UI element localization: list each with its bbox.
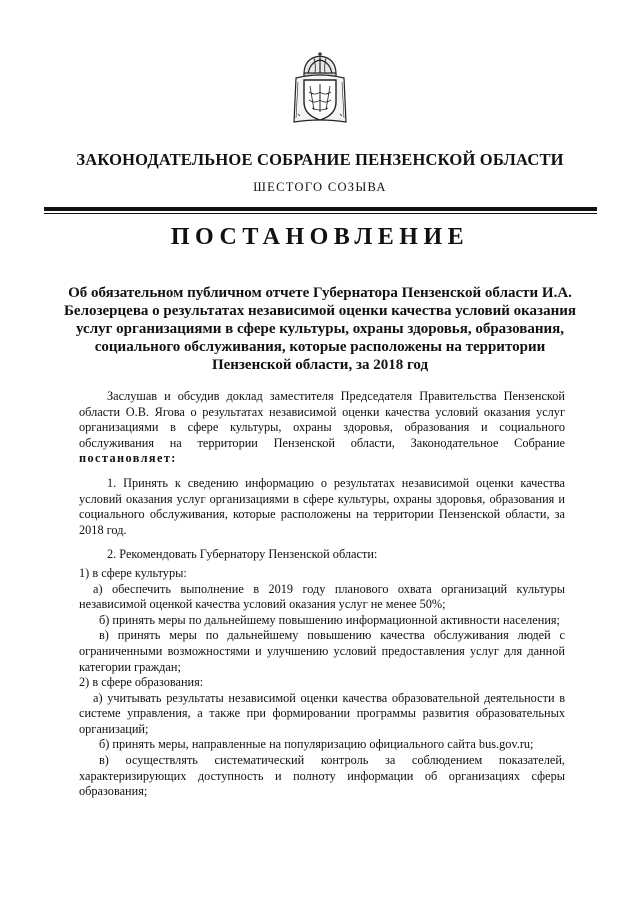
culture-item-a: а) обеспечить выполнение в 2019 году планового охвата организаций культуры независимой оценкой качества условий оказания услуг не менее 50%; <box>79 581 565 612</box>
document-body <box>79 389 565 800</box>
convocation: ШЕСТОГО СОЗЫВА <box>253 180 387 194</box>
culture-item-b: б) принять меры по дальнейшему повышению информационной активности населения; <box>99 612 560 627</box>
paragraph-2: 2. Рекомендовать Губернатору Пензенской области: <box>107 547 378 562</box>
organization-name: ЗАКОНОДАТЕЛЬНОЕ СОБРАНИЕ ПЕНЗЕНСКОЙ ОБЛАСТИ <box>76 150 564 169</box>
education-item-c: в) осуществлять систематический контроль за соблюдением показателей, характеризирующих доступность и полноту информации об организациях сферы образования; <box>79 753 565 799</box>
paragraph-1: 1. Принять к сведению информацию о результатах независимой оценки качества условий оказания услуг организациями в сфере культуры, охраны здоровья, образования и социального обслуживания, которые расположены на территории Пензенской области, за 2018 год. <box>79 475 565 537</box>
education-item-b: б) принять меры, направленные на популяризацию официального сайта bus.gov.ru; <box>99 737 534 752</box>
document-title: Об обязательном публичном отчете Губернатора Пензенской области И.А. Белозерцева о результатах независимой оценки качества условий оказания услуг организациями в сфере культуры, охраны здоровья, образования, социального обслуживания, которые расположены на территории Пензенской области, за 2018 год <box>64 285 576 373</box>
subsection-education: 2) в сфере образования: <box>79 675 204 690</box>
culture-item-c: в) принять меры по дальнейшему повышению качества обслуживания людей с ограниченными возможностями и улучшению условий предоставления услуг для данной категории граждан; <box>79 628 565 674</box>
preamble <box>79 389 565 467</box>
preamble-text: Заслушав и обсудив доклад заместителя Председателя Правительства Пензенской области О.В. Ягова о результатах независимой оценки качества условий оказания услуг организациями в сфере культуры, охраны здоровья, образования и социального обслуживания на территории Пензенской области, Законодательное Собрание <box>79 389 565 450</box>
header-divider-thin <box>44 213 597 214</box>
decides-word: постановляет: <box>79 451 177 466</box>
header-divider-thick <box>44 207 597 211</box>
document-type: ПОСТАНОВЛЕНИЕ <box>170 224 470 250</box>
education-item-a: а) учитывать результаты независимой оценки качества образовательной деятельности в системе управления, а также при формировании программы развития образовательных организаций; <box>79 690 565 736</box>
subsection-culture: 1) в сфере культуры: <box>79 565 187 580</box>
penza-coat-of-arms-icon <box>290 52 350 126</box>
